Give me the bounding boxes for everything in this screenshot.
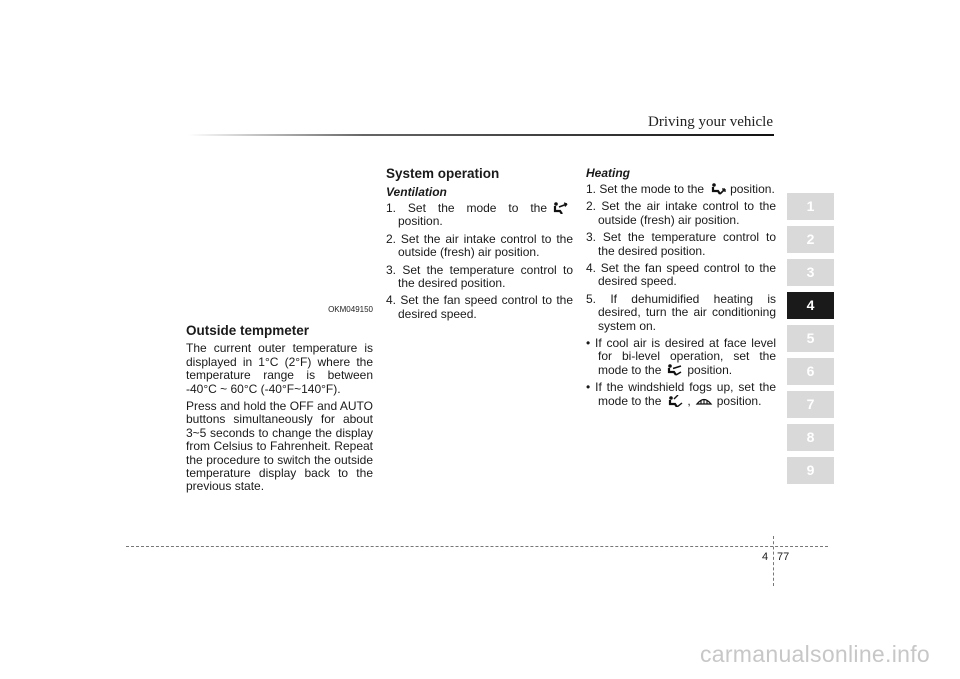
tempmeter-paragraph-1: The current outer temperature is displayed in 1°C (2°F) where the temperature range is between -40°C ~ 60°C (-40°F~140°F).	[186, 341, 373, 396]
step-text: position.	[398, 214, 443, 229]
tip-text: • If the windshield fogs up, set the mode to the	[586, 380, 776, 408]
defrost-icon	[694, 395, 714, 407]
heating-step-3: 3. Set the temperature control to the desired position.	[586, 230, 776, 258]
footer-rule	[126, 546, 828, 547]
footer-chapter: 4	[762, 551, 769, 563]
chapter-tab-8[interactable]: 8	[787, 424, 834, 451]
header-rule	[188, 134, 774, 136]
left-column	[186, 303, 373, 498]
mode-bilevel-icon	[664, 364, 684, 376]
heating-steps	[586, 183, 776, 333]
tip-text: • If cool air is desired at face level for bi-level operation, set the mode to the	[586, 336, 776, 377]
watermark: carmanualsonline.info	[699, 641, 930, 667]
ventilation-step-3: 3. Set the temperature control to the desired position.	[386, 262, 573, 291]
heating-step-2: 2. Set the air intake control to the outside (fresh) air position.	[586, 199, 776, 227]
chapter-tab-3[interactable]: 3	[787, 259, 834, 286]
ventilation-step-2: 2. Set the air intake control to the outside (fresh) air position.	[386, 231, 573, 260]
heating-step-5: 5. If dehumidified heating is desired, turn the air conditioning system on.	[586, 291, 776, 333]
chapter-tab-4[interactable]: 4	[787, 292, 834, 319]
heating-tips	[586, 337, 776, 408]
page-number: 77	[777, 551, 790, 563]
footer-divider	[773, 536, 774, 586]
outside-tempmeter-heading: Outside tempmeter	[186, 323, 310, 339]
chapter-tab-7[interactable]: 7	[787, 391, 834, 418]
tip-text: position.	[716, 393, 762, 408]
chapter-tabs	[787, 193, 834, 490]
tip-text: position.	[687, 362, 733, 377]
step-text: 1. Set the mode to the	[386, 201, 547, 215]
ventilation-subheading: Ventilation	[386, 185, 447, 199]
ventilation-step-1	[386, 202, 573, 229]
step-text: position.	[730, 182, 775, 196]
ventilation-step-4: 4. Set the fan speed control to the desired speed.	[386, 293, 573, 321]
system-operation-heading: System operation	[386, 166, 500, 181]
step-text: 1. Set the mode to the	[586, 182, 705, 196]
header-title: Driving your vehicle	[648, 114, 773, 130]
chapter-tab-6[interactable]: 6	[787, 358, 834, 385]
heating-subheading: Heating	[586, 166, 631, 180]
tip-text: ,	[687, 393, 691, 408]
chapter-tab-9[interactable]: 9	[787, 457, 834, 484]
heating-step-1	[586, 183, 776, 196]
chapter-tab-5[interactable]: 5	[787, 325, 834, 352]
chapter-tab-1[interactable]: 1	[787, 193, 834, 220]
chapter-tab-2[interactable]: 2	[787, 226, 834, 253]
right-column	[586, 166, 776, 412]
image-code: OKM049150	[328, 305, 373, 314]
middle-column	[386, 166, 573, 325]
tip-windshield-fog	[586, 381, 776, 408]
mode-floor-defrost-icon	[664, 395, 684, 407]
heating-step-4: 4. Set the fan speed control to the desired speed.	[586, 261, 776, 289]
tip-bilevel	[586, 337, 776, 377]
tempmeter-paragraph-2: Press and hold the OFF and AUTO buttons simultaneously for about 3~5 seconds to change the display from Celsius to Fahrenheit. Repeat the procedure to switch the outside temperature display back to the previous state.	[186, 399, 373, 494]
mode-face-icon	[550, 202, 570, 214]
ventilation-steps	[386, 202, 573, 321]
mode-floor-icon	[707, 183, 727, 195]
